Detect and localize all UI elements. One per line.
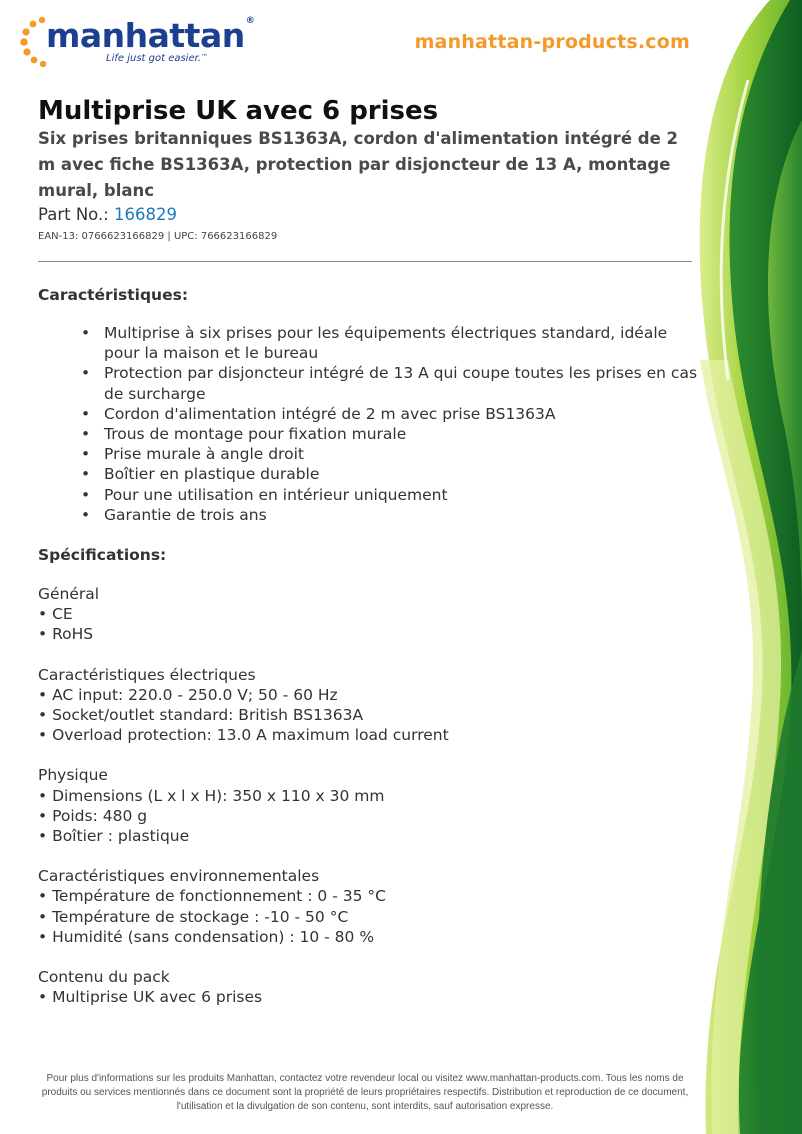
logo-wordmark: manhattan® bbox=[46, 16, 255, 55]
bullet-icon: • bbox=[81, 404, 91, 423]
feature-text: Cordon d'alimentation intégré de 2 m avec prise BS1363A bbox=[104, 404, 556, 423]
feature-text: Trous de montage pour fixation murale bbox=[104, 425, 407, 444]
feature-item bbox=[81, 464, 700, 484]
logo-tagline: Life just got easier.™ bbox=[106, 53, 208, 64]
spec-item: • Socket/outlet standard: British BS1363A bbox=[38, 706, 364, 725]
site-url-link[interactable]: manhattan-products.com bbox=[414, 31, 690, 53]
divider bbox=[38, 261, 692, 262]
spec-item: • Multiprise UK avec 6 prises bbox=[38, 988, 263, 1007]
feature-item bbox=[81, 424, 700, 444]
specs-container bbox=[38, 584, 698, 1007]
part-number-label: Part No.: bbox=[38, 205, 109, 224]
spec-item: • Humidité (sans condensation) : 10 - 80 % bbox=[38, 927, 375, 946]
spec-group-title: Contenu du pack bbox=[38, 968, 170, 987]
bullet-icon: • bbox=[81, 364, 91, 383]
feature-item bbox=[81, 485, 700, 505]
part-number bbox=[38, 204, 698, 226]
features-list bbox=[81, 323, 700, 525]
bullet-icon: • bbox=[81, 324, 91, 342]
feature-item bbox=[81, 323, 700, 363]
feature-item bbox=[81, 404, 700, 424]
spec-item: • RoHS bbox=[38, 625, 94, 644]
spec-group bbox=[38, 665, 698, 746]
bullet-icon: • bbox=[81, 505, 91, 524]
product-subtitle: Six prises britanniques BS1363A, cordon d'alimentation intégré de 2 m avec fiche BS1363A, protection par disjoncteur de 13 A, montage mural, blanc bbox=[38, 129, 678, 200]
feature-text: Garantie de trois ans bbox=[104, 505, 267, 524]
bullet-icon: • bbox=[81, 485, 91, 504]
spec-group-title: Physique bbox=[38, 766, 108, 785]
feature-text: Boîtier en plastique durable bbox=[104, 465, 320, 484]
spec-item: • Boîtier : plastique bbox=[38, 827, 190, 846]
specs-heading: Spécifications: bbox=[38, 546, 167, 565]
feature-item bbox=[81, 505, 700, 525]
manhattan-logo[interactable] bbox=[20, 14, 255, 70]
feature-item bbox=[81, 444, 700, 464]
footer-disclaimer: Pour plus d'informations sur les produits Manhattan, contactez votre revendeur local ou visitez www.manhattan-products.com. Tous les noms de produits ou services mentionnés dans ce document sont la propriété de leurs propriétaires respectifs. Distribution et reproduction de ce document, l'utilisation et la divulgation de son contenu, sont interdits, sauf autorisation expresse. bbox=[41, 1073, 689, 1112]
spec-item: • CE bbox=[38, 605, 73, 624]
spec-item: • Poids: 480 g bbox=[38, 806, 148, 825]
spec-group bbox=[38, 765, 698, 846]
feature-text: Pour une utilisation en intérieur uniquement bbox=[104, 485, 448, 504]
part-number-value[interactable]: 166829 bbox=[114, 205, 178, 224]
spec-group-title: Général bbox=[38, 585, 100, 604]
barcode-codes: EAN-13: 0766623166829 | UPC: 766623166829 bbox=[38, 231, 278, 242]
bullet-icon: • bbox=[81, 425, 91, 444]
spec-group bbox=[38, 584, 698, 645]
spec-item: • Dimensions (L x l x H): 350 x 110 x 30 mm bbox=[38, 786, 385, 805]
spec-item: • Température de stockage : -10 - 50 °C bbox=[38, 907, 349, 926]
spec-group bbox=[38, 866, 698, 947]
bullet-icon: • bbox=[81, 465, 91, 484]
feature-text: Multiprise à six prises pour les équipements électriques standard, idéale pour la maison et le bureau bbox=[104, 324, 668, 363]
features-heading: Caractéristiques: bbox=[38, 286, 189, 304]
spec-item: • Température de fonctionnement : 0 - 35 °C bbox=[38, 887, 386, 906]
spec-group-title: Caractéristiques environnementales bbox=[38, 867, 320, 886]
spec-item: • Overload protection: 13.0 A maximum load current bbox=[38, 726, 449, 745]
bullet-icon: • bbox=[81, 445, 91, 464]
product-title: Multiprise UK avec 6 prises bbox=[38, 96, 439, 126]
feature-text: Protection par disjoncteur intégré de 13 A qui coupe toutes les prises en cas de surcharge bbox=[104, 364, 698, 403]
spec-item: • AC input: 220.0 - 250.0 V; 50 - 60 Hz bbox=[38, 685, 338, 704]
datasheet-content bbox=[38, 96, 698, 1007]
feature-item bbox=[81, 363, 700, 403]
spec-group-title: Caractéristiques électriques bbox=[38, 665, 256, 684]
spec-group bbox=[38, 967, 698, 1007]
feature-text: Prise murale à angle droit bbox=[104, 445, 304, 464]
